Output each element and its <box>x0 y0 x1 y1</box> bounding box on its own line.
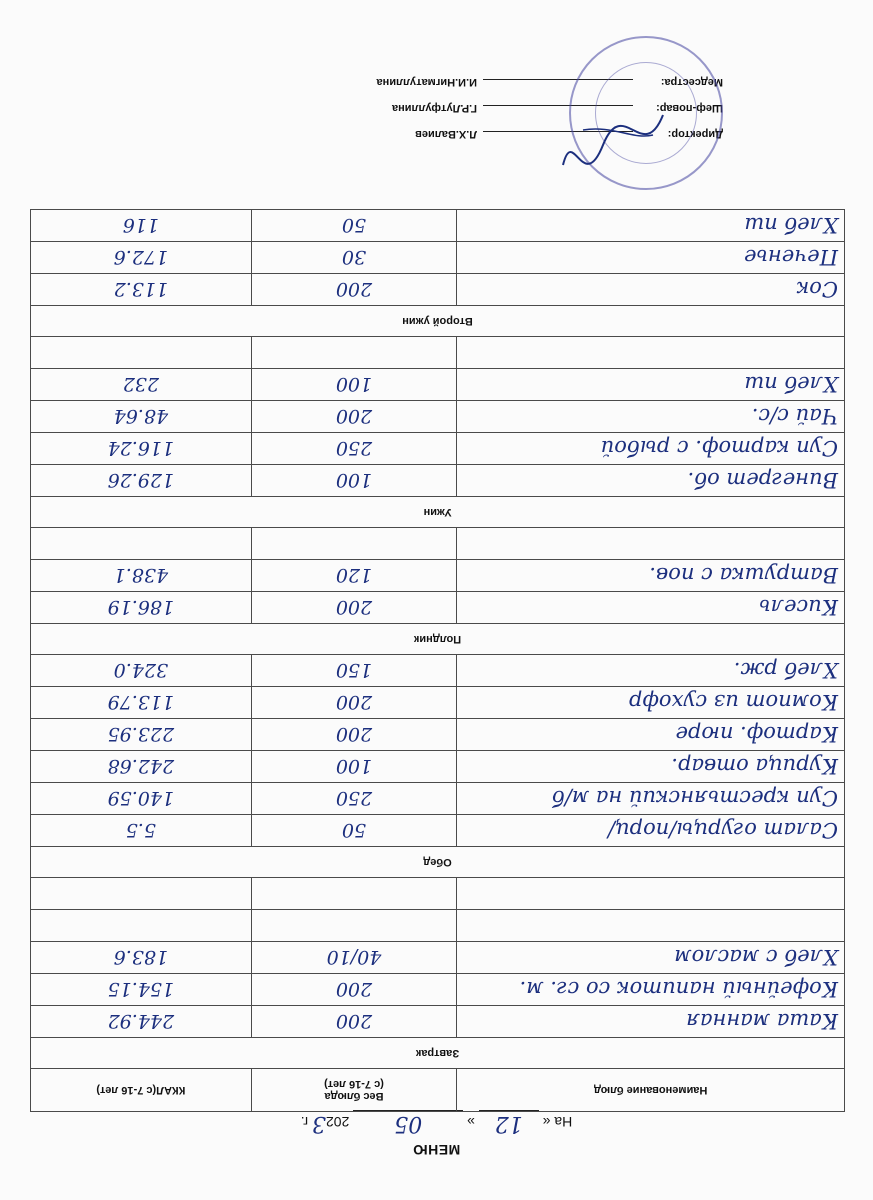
column-weight-header <box>251 1069 457 1112</box>
dish-kcal-cell: 186.19 <box>31 592 252 624</box>
signature-name: Л.Х.Валиев <box>415 128 477 140</box>
signature-role: Директор: <box>667 128 723 140</box>
dish-name-cell: Салат огурцы/порц/ <box>457 815 845 847</box>
table-row <box>31 433 845 465</box>
dish-kcal-cell: 183.6 <box>31 942 252 974</box>
dish-name-cell: Винегрет об. <box>457 465 845 497</box>
dish-name-cell <box>457 878 845 910</box>
page-title: МЕНЮ <box>412 1142 461 1158</box>
dish-weight-cell: 50 <box>251 210 457 242</box>
dish-weight-cell: 200 <box>251 1006 457 1038</box>
table-row <box>31 528 845 560</box>
menu-table <box>30 209 845 1112</box>
dish-kcal-cell: 324.0 <box>31 655 252 687</box>
dish-name-cell <box>457 337 845 369</box>
dish-weight-cell: 120 <box>251 560 457 592</box>
table-row <box>31 1006 845 1038</box>
meal-title: Второй ужин <box>31 306 845 337</box>
table-row <box>31 751 845 783</box>
dish-name-cell: Хлеб рж. <box>457 655 845 687</box>
table-row <box>31 560 845 592</box>
table-row <box>31 592 845 624</box>
dish-weight-cell: 100 <box>251 751 457 783</box>
dish-kcal-cell: 116 <box>31 210 252 242</box>
dish-kcal-cell: 113.2 <box>31 274 252 306</box>
dish-kcal-cell <box>31 910 252 942</box>
meal-section-row <box>31 1038 845 1069</box>
dish-name-cell: Картоф. пюре <box>457 719 845 751</box>
table-row <box>31 369 845 401</box>
table-row <box>31 242 845 274</box>
dish-kcal-cell: 223.95 <box>31 719 252 751</box>
dish-kcal-cell: 438.1 <box>31 560 252 592</box>
meal-section-row <box>31 847 845 878</box>
meal-title: Завтрак <box>31 1038 845 1069</box>
dish-kcal-cell: 116.24 <box>31 433 252 465</box>
year-suffix: г. <box>300 1114 309 1130</box>
date-month: 05 <box>353 1110 463 1136</box>
column-weight-label: Вес блюда <box>324 1090 384 1102</box>
dish-weight-cell: 200 <box>251 974 457 1006</box>
dish-weight-cell: 150 <box>251 655 457 687</box>
meal-section-row <box>31 306 845 337</box>
table-row <box>31 815 845 847</box>
date-mid: » <box>467 1114 475 1130</box>
dish-kcal-cell <box>31 878 252 910</box>
meal-title: Обед <box>31 847 845 878</box>
dish-kcal-cell: 140.59 <box>31 783 252 815</box>
meal-section-row <box>31 497 845 528</box>
dish-kcal-cell: 244.92 <box>31 1006 252 1038</box>
date-day: 12 <box>479 1110 539 1136</box>
dish-weight-cell <box>251 528 457 560</box>
dish-name-cell: Суп крестьянский на м/б <box>457 783 845 815</box>
year-prefix: 202 <box>325 1114 350 1130</box>
dish-weight-cell: 30 <box>251 242 457 274</box>
dish-kcal-cell: 154.15 <box>31 974 252 1006</box>
date-prefix: На « <box>542 1114 573 1130</box>
table-row <box>31 337 845 369</box>
dish-weight-cell: 200 <box>251 401 457 433</box>
dish-name-cell: Хлеб пш <box>457 369 845 401</box>
signature-role: Шеф-повар: <box>656 102 723 114</box>
dish-weight-cell: 100 <box>251 465 457 497</box>
dish-name-cell: Кисель <box>457 592 845 624</box>
signature-name: И.И.Нигматуллина <box>376 76 477 88</box>
dish-weight-cell <box>251 337 457 369</box>
dish-name-cell: Каша манная <box>457 1006 845 1038</box>
table-row <box>31 783 845 815</box>
dish-name-cell: Курица отвар. <box>457 751 845 783</box>
dish-name-cell <box>457 528 845 560</box>
meal-title: Ужин <box>31 497 845 528</box>
column-kcal-header: ККАЛ(с 7-16 лет) <box>31 1069 252 1112</box>
table-row <box>31 401 845 433</box>
table-row <box>31 274 845 306</box>
table-row <box>31 942 845 974</box>
menu-date <box>0 1110 873 1136</box>
dish-kcal-cell: 48.64 <box>31 401 252 433</box>
dish-kcal-cell: 232 <box>31 369 252 401</box>
dish-weight-cell: 40/10 <box>251 942 457 974</box>
dish-name-cell: Хлеб пш <box>457 210 845 242</box>
dish-kcal-cell: 242.68 <box>31 751 252 783</box>
dish-weight-cell: 250 <box>251 783 457 815</box>
dish-weight-cell: 200 <box>251 274 457 306</box>
dish-kcal-cell: 129.26 <box>31 465 252 497</box>
dish-kcal-cell: 5.5 <box>31 815 252 847</box>
dish-name-cell: Печенье <box>457 242 845 274</box>
dish-name-cell: Сок <box>457 274 845 306</box>
dish-name-cell: Ватрушка с пов. <box>457 560 845 592</box>
dish-weight-cell: 100 <box>251 369 457 401</box>
dish-weight-cell <box>251 910 457 942</box>
handwritten-signature <box>553 85 673 185</box>
dish-weight-cell: 200 <box>251 687 457 719</box>
dish-name-cell: Чай с/с. <box>457 401 845 433</box>
dish-name-cell: Компот из сухофр <box>457 687 845 719</box>
dish-kcal-cell <box>31 337 252 369</box>
column-name-header: Наименование блюд <box>457 1069 845 1112</box>
dish-name-cell: Кофейный напиток со сг. м. <box>457 974 845 1006</box>
signature-name: Г.Р.Лутфуллина <box>392 102 477 114</box>
table-row <box>31 687 845 719</box>
dish-weight-cell: 200 <box>251 592 457 624</box>
signature-role: Медсестра: <box>660 76 723 88</box>
table-row <box>31 210 845 242</box>
menu-body <box>31 210 845 1069</box>
dish-weight-cell: 250 <box>251 433 457 465</box>
dish-name-cell: Хлеб с маслом <box>457 942 845 974</box>
dish-name-cell: Суп картоф. с рыбой <box>457 433 845 465</box>
dish-weight-cell: 200 <box>251 719 457 751</box>
table-header <box>31 1069 845 1112</box>
table-row <box>31 655 845 687</box>
table-row <box>31 719 845 751</box>
table-row <box>31 878 845 910</box>
dish-kcal-cell: 172.6 <box>31 242 252 274</box>
table-row <box>31 974 845 1006</box>
year-digit: 3 <box>311 1111 326 1136</box>
table-row <box>31 465 845 497</box>
dish-weight-cell: 50 <box>251 815 457 847</box>
meal-section-row <box>31 624 845 655</box>
dish-kcal-cell <box>31 528 252 560</box>
dish-kcal-cell: 113.79 <box>31 687 252 719</box>
meal-title: Полдник <box>31 624 845 655</box>
column-weight-sub: (с 7-16 лет) <box>324 1078 384 1090</box>
table-row <box>31 910 845 942</box>
dish-name-cell <box>457 910 845 942</box>
dish-weight-cell <box>251 878 457 910</box>
